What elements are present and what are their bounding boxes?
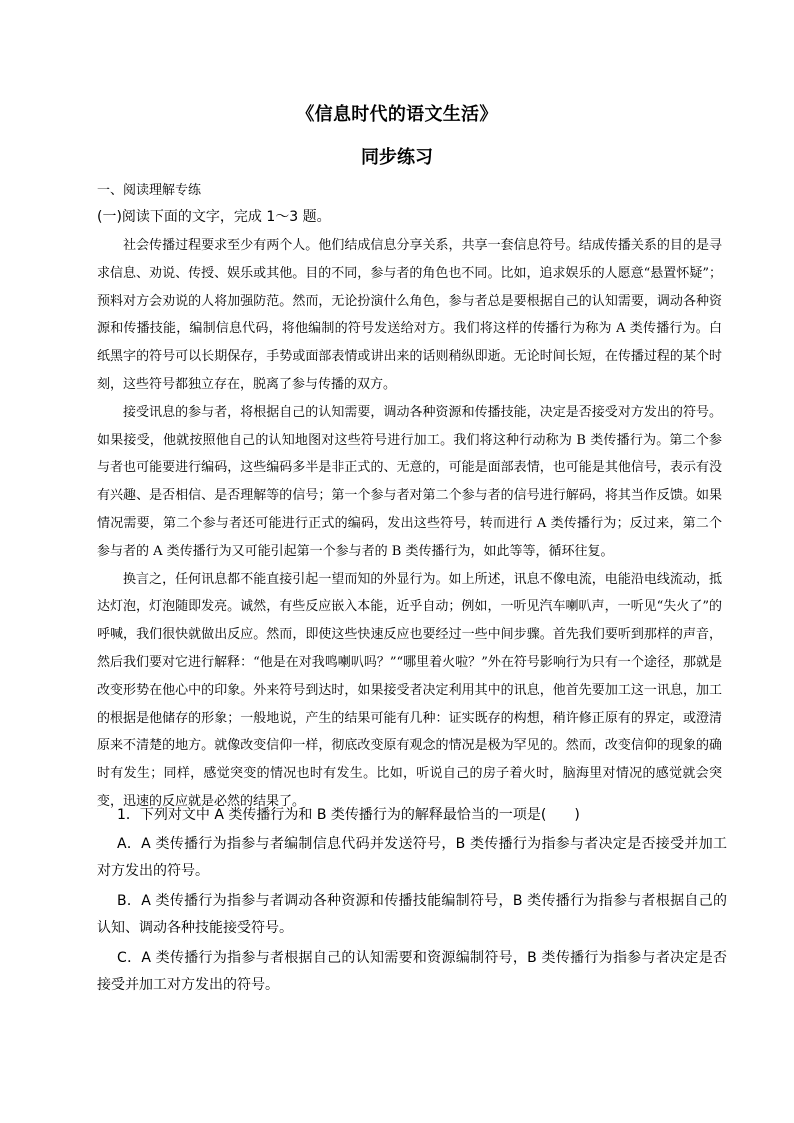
page-title: 《信息时代的语文生活》 bbox=[296, 104, 498, 125]
passage-paragraph: 换言之，任何讯息都不能直接引起一望而知的外显行为。如上所述，讯息不像电流，电能沿电线流动，抵达灯泡，灯泡随即发亮。诚然，有些反应嵌入本能，近乎自动；例如，一听见汽车喇叭声，一听见“失火了”的呼喊，我们很快就做出反应。然而，即使这些快速反应也要经过一些中间步骤。首先我们要听到那样的声音，然后我们要对它进行解释：“他是在对我鸣喇叭吗？”“哪里着火啦？”外在符号影响行为只有一个途径，那就是改变形势在他心中的印象。外来符号到达时，如果接受者决定利用其中的讯息，他首先要加工这一讯息，加工的根据是他储存的形象；一般地说，产生的结果可能有几种：证实既存的构想，稍许修正原有的界定，或澄清原来不清楚的地方。就像改变信仰一样，彻底改变原有观念的情况是极为罕见的。然而，改变信仰的现象的确时有发生；同样，感觉突变的情况也时有发生。比如，听说自己的房子着火时，脑海里对情况的感觉就会突变，迅速的反应就是必然的结果了。 bbox=[97, 571, 722, 809]
page-subtitle: 同步练习 bbox=[361, 147, 433, 168]
passage-paragraph: 社会传播过程要求至少有两个人。他们结成信息分享关系，共享一套信息符号。结成传播关系的目的是寻求信息、劝说、传授、娱乐或其他。目的不同，参与者的角色也不同。比如，追求娱乐的人愿意“悬置怀疑”；预料对方会劝说的人将加强防范。然而，无论扮演什么角色，参与者总是要根据自己的认知需要，调动各种资源和传播技能，编制信息代码，将他编制的符号发送给对方。我们将这样的传播行为称为 A 类传播行为。白纸黑字的符号可以长期保存，手势或面部表情或讲出来的话则稍纵即逝。无论时间长短，在传播过程的某个时刻，这些符号都独立存在，脱离了参与传播的双方。 bbox=[97, 238, 722, 392]
instruction-text: (一)阅读下面的文字，完成 1～3 题。 bbox=[97, 209, 331, 225]
section-heading: 一、阅读理解专练 bbox=[97, 183, 202, 198]
answer-option-b: B．A 类传播行为指参与者调动各种资源和传播技能编制符号，B 类传播行为指参与者根据自己的认知、调动各种技能接受符号。 bbox=[97, 893, 727, 936]
question-block bbox=[97, 802, 727, 999]
passage-paragraph: 接受讯息的参与者，将根据自己的认知需要，调动各种资源和传播技能，决定是否接受对方发出的符号。如果接受，他就按照他自己的认知地图对这些符号进行加工。我们将这种行动称为 B 类传播行为。第二个参与者也可能要进行编码，这些编码多半是非正式的、无意的，可能是面部表情，也可能是其他信号，表示有没有兴趣、是否相信、是否理解等的信号；第一个参与者对第二个参与者的信号进行解码，将其当作反馈。如果情况需要，第二个参与者还可能进行正式的编码，发出这些符号，转而进行 A 类传播行为；反过来，第二个参与者的 A 类传播行为又可能引起第一个参与者的 B 类传播行为，如此等等，循环往复。 bbox=[97, 404, 722, 559]
answer-option-c: C．A 类传播行为指参与者根据自己的认知需要和资源编制符号，B 类传播行为指参与者决定是否接受并加工对方发出的符号。 bbox=[97, 950, 727, 993]
answer-option-a: A．A 类传播行为指参与者编制信息代码并发送符号，B 类传播行为指参与者决定是否接受并加工对方发出的符号。 bbox=[97, 836, 727, 879]
reading-passage bbox=[97, 232, 722, 816]
question-stem: 1．下列对文中 A 类传播行为和 B 类传播行为的解释最恰当的一项是( ) bbox=[117, 807, 580, 823]
